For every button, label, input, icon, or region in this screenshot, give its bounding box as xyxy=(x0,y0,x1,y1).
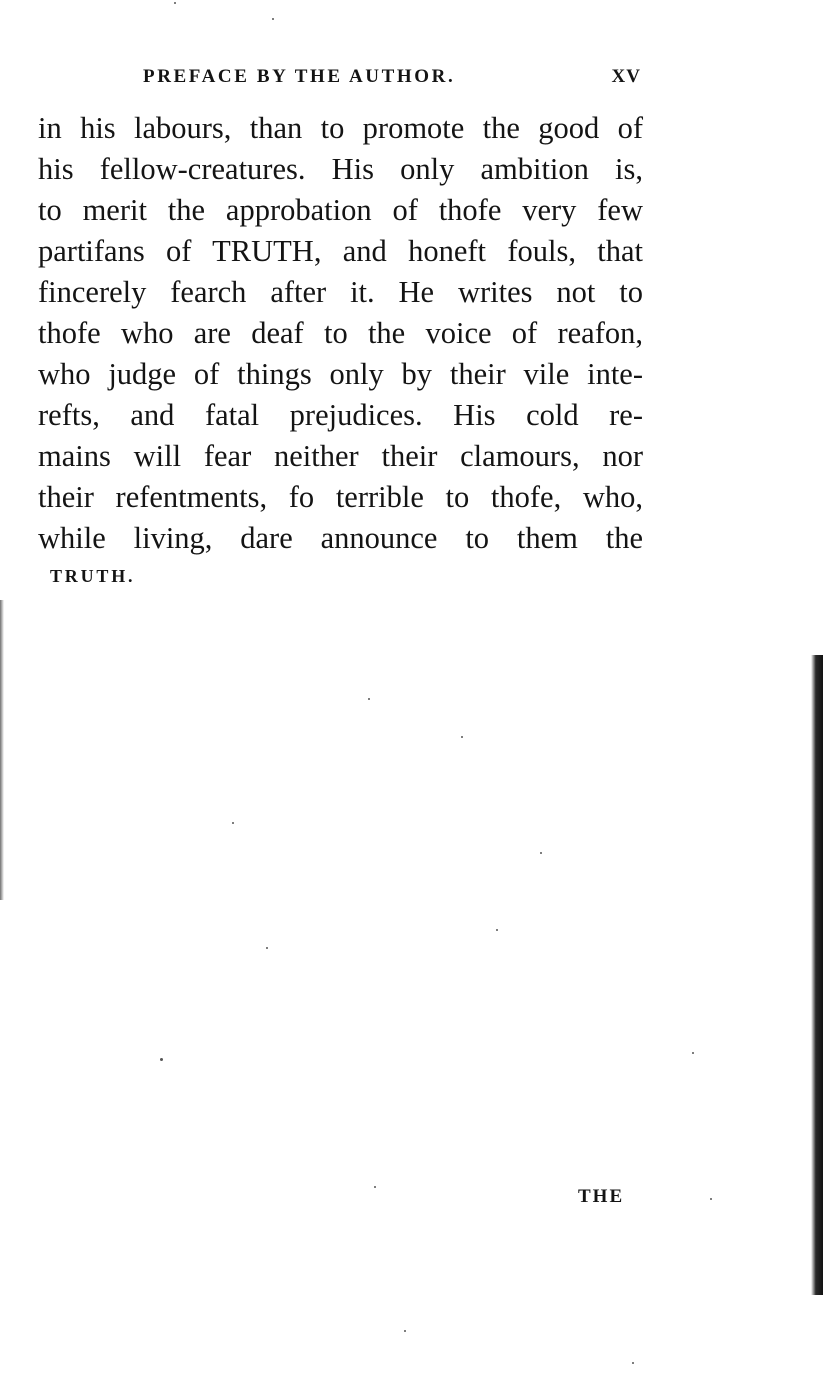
catchword: THE xyxy=(578,1186,625,1207)
text-line: their refentments, fo terrible to thofe, who, xyxy=(38,480,643,514)
text-line-final: TRUTH. xyxy=(50,566,136,586)
text-line: refts, and fatal prejudices. His cold re- xyxy=(38,398,643,432)
paper-speck xyxy=(232,822,234,824)
paper-speck xyxy=(540,852,542,854)
page-edge-shadow-left xyxy=(0,600,4,900)
text-line: fincerely fearch after it. He writes not to xyxy=(38,275,643,309)
paper-speck xyxy=(710,1198,712,1200)
text-line: while living, dare announce to them the xyxy=(38,521,643,555)
text-line: partifans of TRUTH, and honeft fouls, that xyxy=(38,234,643,268)
running-head-title: PREFACE BY THE AUTHOR. xyxy=(143,66,456,87)
page-number: XV xyxy=(611,66,641,87)
body-text xyxy=(38,108,643,593)
text-line: in his labours, than to promote the good of xyxy=(38,111,643,145)
text-line: mains will fear neither their clamours, nor xyxy=(38,439,643,473)
paper-speck xyxy=(374,1186,376,1188)
paper-speck xyxy=(632,1362,634,1364)
paper-speck xyxy=(404,1330,406,1332)
page-edge-shadow-right xyxy=(811,655,823,1295)
paper-speck xyxy=(368,698,370,700)
text-line: thofe who are deaf to the voice of reafon, xyxy=(38,316,643,350)
paper-speck xyxy=(160,1058,163,1061)
text-line: his fellow-creatures. His only ambition is, xyxy=(38,152,643,186)
paper-speck xyxy=(266,947,268,949)
text-line: to merit the approbation of thofe very few xyxy=(38,193,643,227)
paper-speck xyxy=(461,736,463,738)
paper-speck xyxy=(272,18,274,20)
paper-speck xyxy=(174,2,176,4)
running-head xyxy=(143,66,643,96)
paper-speck xyxy=(496,929,498,931)
text-line: who judge of things only by their vile inte- xyxy=(38,357,643,391)
paper-speck xyxy=(692,1052,694,1054)
